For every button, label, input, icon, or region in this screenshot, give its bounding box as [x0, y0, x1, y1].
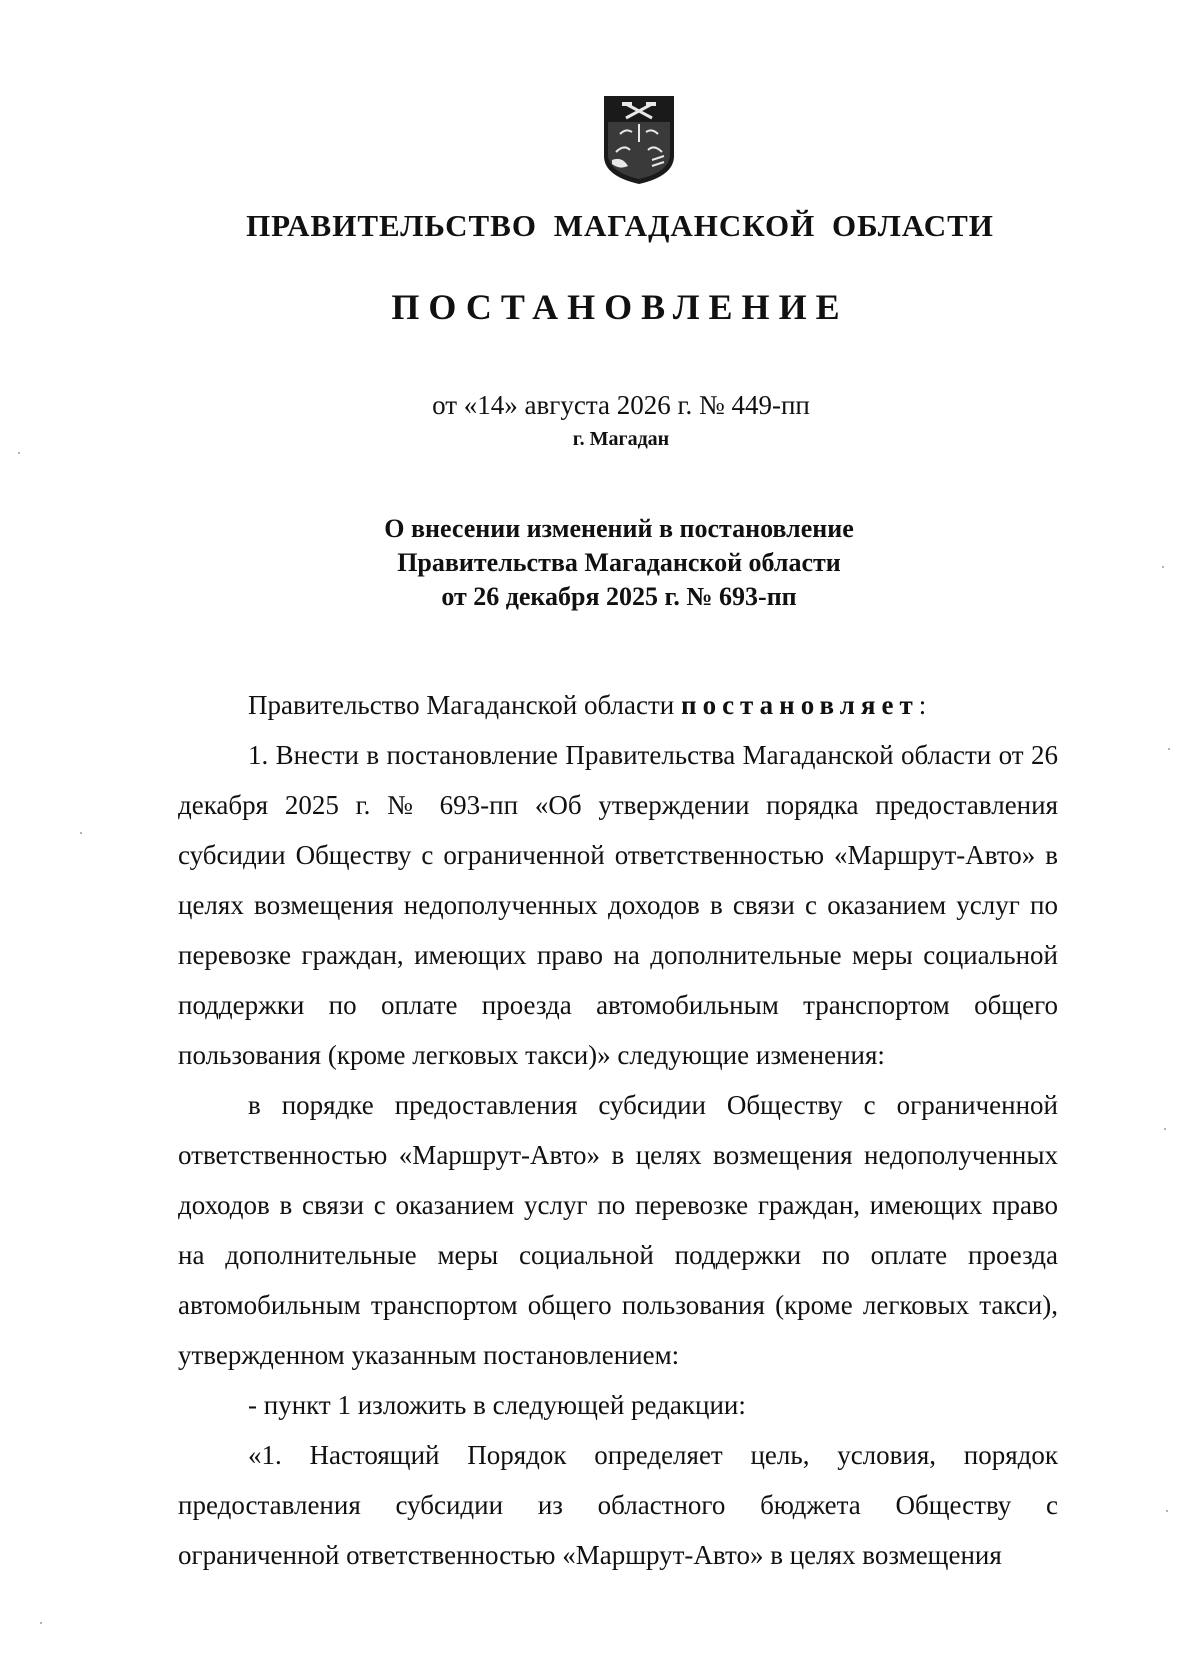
- government-name: ПРАВИТЕЛЬСТВО МАГАДАНСКОЙ ОБЛАСТИ: [246, 208, 994, 243]
- intro-prefix: Правительство Магаданской области: [248, 690, 682, 720]
- decree-body: [178, 680, 1058, 1580]
- scan-speck: [1166, 1510, 1168, 1512]
- scan-speck: [40, 1622, 42, 1624]
- scan-speck: [18, 452, 20, 454]
- body-intro: [178, 680, 1058, 730]
- body-paragraph-1: 1. Внести в постановление Правительства Магаданской области от 26 декабря 2025 г. № 693-пп «Об утверждении порядка предоставления субсидии Обществу с ограниченной ответственностью «Маршрут-Авто» в целях возмещения недополученных доходов в связи с оказанием услуг по перевозке граждан, имеющих право на дополнительные меры социальной поддержки по оплате проезда автомобильным транспортом общего пользования (кроме легковых такси)» следующие изменения:: [178, 740, 1058, 1070]
- subject-line-2: Правительства Магаданской области: [397, 548, 841, 577]
- body-paragraph-4: «1. Настоящий Порядок определяет цель, условия, порядок предоставления субсидии из областного бюджета Обществу с ограниченной ответственностью «Маршрут-Авто» в целях возмещения: [178, 1440, 1058, 1570]
- scan-speck: [1168, 748, 1170, 750]
- decree-date-number: от «14» августа 2026 г. № 449-пп: [432, 390, 810, 420]
- scan-speck: [1164, 1128, 1166, 1130]
- magadan-coat-of-arms-icon: [602, 94, 676, 186]
- subject-line-1: О внесении изменений в постановление: [384, 514, 854, 543]
- document-type-title: ПОСТАНОВЛЕНИЕ: [391, 287, 849, 327]
- scan-speck: [80, 832, 82, 834]
- decree-subject: [0, 512, 1200, 614]
- scan-speck: [1162, 566, 1164, 568]
- intro-spaced-verb: постановляет: [681, 690, 919, 720]
- subject-line-3: от 26 декабря 2025 г. № 693-пп: [441, 582, 797, 611]
- body-paragraph-3: - пункт 1 изложить в следующей редакции:: [248, 1390, 746, 1420]
- decree-city: г. Магадан: [572, 428, 670, 450]
- intro-suffix: :: [918, 690, 927, 720]
- body-paragraph-2: в порядке предоставления субсидии Обществу с ограниченной ответственностью «Маршрут-Авто» в целях возмещения недополученных доходов в связи с оказанием услуг по перевозке граждан, имеющих право на дополнительные меры социальной поддержки по оплате проезда автомобильным транспортом общего пользования (кроме легковых такси), утвержденном указанным постановлением:: [178, 1090, 1058, 1370]
